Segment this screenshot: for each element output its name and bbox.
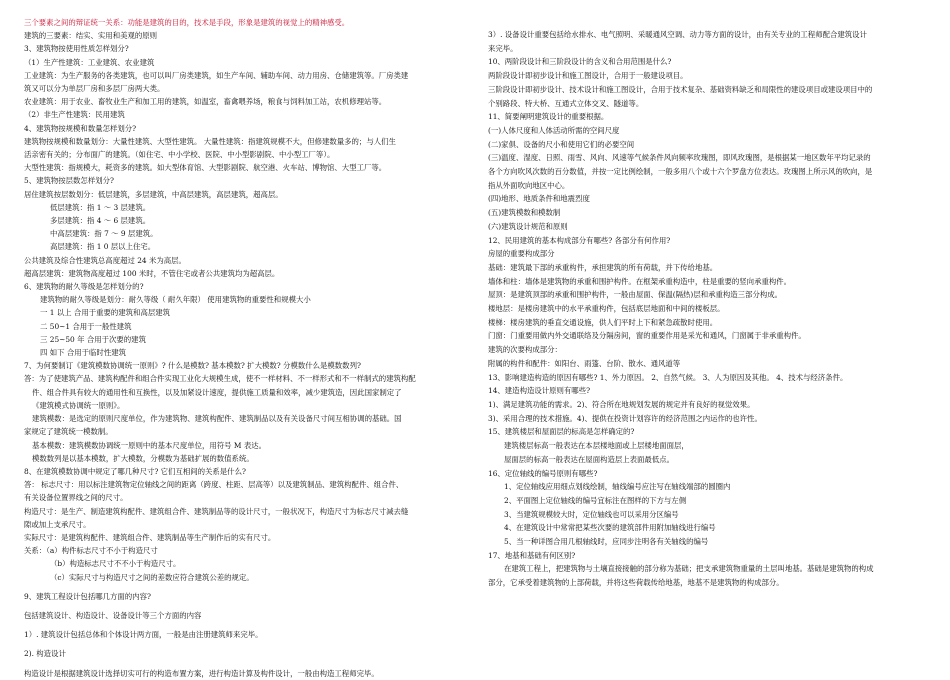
text-line: (一)人体尺度和人体活动所需的空间尺度 xyxy=(488,125,620,135)
text-line: 13、影响建造构造的原因有哪些? 1、外力原因。 2、自然气候。 3、人为原因及其他。 4、技术与经济条件。 xyxy=(488,372,848,382)
text-line: （c）实际尺寸与构造尺寸之间的差数应符合建筑公差的规定。 xyxy=(50,572,254,582)
text-line: 建筑的次要构成部分： xyxy=(488,345,562,355)
text-line: 关系：（a）构件标志尺寸不小于构造尺寸 xyxy=(24,546,158,556)
text-line: 模数数列是以基本模数，扩大模数，分模数为基础扩展的数值系统。 xyxy=(32,453,254,463)
text-line: 基础：建筑最下部的承重构件，承担建筑的所有荷载，并下传给地基。 xyxy=(488,262,718,272)
text-line: 《建筑模式协调统一原则》。 xyxy=(32,400,125,410)
text-line: 楼梯：楼房建筑的垂直交通设施，供人们平时上下和紧急疏散时使用。 xyxy=(488,317,718,327)
text-line: 各个方向吹风次数的百分数值，并按一定比例绘制，一般多用八个或十六个罗盘方位表达。玫瑰图上所示风的吹向，是 xyxy=(488,167,873,177)
text-line: 8、在建筑模数协调中规定了哪几种尺寸? 它们互相间的关系是什么? xyxy=(24,466,246,476)
text-line: 三 25~50 年 合用于次要的建筑 xyxy=(40,334,146,344)
text-line: 3）. 设备设计重要包括给水排水、电气照明、采暖通风空调、动力等方面的设计，由有关专业的工程师配合建筑设计 xyxy=(488,30,867,39)
text-line: 14、建造构造设计原则有哪些? xyxy=(488,386,591,396)
text-line: 超高层建筑：建筑物高度超过 100 米时，不管住宅或者公共建筑均为超高层。 xyxy=(24,268,280,278)
text-line: 17、地基和基础有何区别? xyxy=(488,550,576,560)
text-line: 屋顶：是建筑顶部的承重和围护构件，一般由屋面、保温(隔热)层和承重构造三部分构成。 xyxy=(488,290,783,300)
text-line: 门窗：门重要用做内外交通联络及分隔房间，窗的重要作用是采光和通风，门窗属于非承重构件。 xyxy=(488,331,806,341)
text-line: 3、建筑物按使用性质怎样划分? xyxy=(24,44,129,54)
text-line: 一 1 以上 合用于重要的建筑和高层建筑 xyxy=(40,308,171,318)
text-line: 三阶段设计即初步设计、技术设计和施工图设计，合用于技术复杂、基础资料缺乏和局限性的建设项目或建设项目中的 xyxy=(488,84,873,94)
text-line: 11、简要阐明建筑设计的重要根据。 xyxy=(488,112,609,122)
text-line: 房屋的重要构成部分 xyxy=(488,249,555,259)
text-line: 工业建筑：为生产服务的各类建筑，也可以叫厂房类建筑，如生产车间、辅助车间、动力用房、仓储建筑等。厂房类建 xyxy=(24,70,409,80)
text-line: 建筑物按规模和数量划分：大量性建筑、大型性建筑。 大量性建筑：指建筑规模不大，但修建数量多的；与人们生 xyxy=(24,136,396,146)
text-line: 屋面层的标高一般表达在屋面构造层上表面最低点。 xyxy=(504,454,674,464)
text-line: 答：为了使建筑产品、建筑构配件和组合件实现工业化大规模生成，使不一样材料、不一样形式和不一样制式的建筑构配 xyxy=(24,374,416,384)
text-line: 活亲密有关的；分布面广的建筑。（如住宅、中小学校、医院、中小型影剧院、中小型工厂等）。 xyxy=(24,150,335,160)
text-line: 建筑物的耐久等级是划分：耐久等级（ 耐久年限） 使用建筑物的重要性和规模大小 xyxy=(40,295,311,305)
text-line: 件、组合件具有较大的通用性和互换性，以及加紧设计速度，提供施工质量和效率，减少建筑造，因此国家制定了 xyxy=(32,387,402,397)
text-line: 12、民用建筑的基本构成部分有哪些? 各部分有何作用? xyxy=(488,235,671,245)
text-line: 个别路段、特大桥、互通式立体交叉、隧道等。 xyxy=(488,98,644,108)
text-line: 5、建筑物按层数怎样划分? xyxy=(24,176,114,186)
text-line: (六)建筑设计规范和原则 xyxy=(488,221,568,231)
text-line: 1)、满足建筑功能的需求。2)、符合所在地规划发展的规定并有良好的视觉效果。 xyxy=(488,399,755,409)
text-line: 构造设计是根据建筑设计选择切实可行的构造布置方案，进行构造计算及构件设计，一般由构造工程师完毕。 xyxy=(24,668,379,678)
text-line: 筑又可以分为单层厂房和多层厂房两大类。 xyxy=(24,84,165,94)
text-line: 两阶段设计即初步设计和施工图设计，合用于一般建设项目。 xyxy=(488,71,688,81)
text-line: 16、定位轴线的编号原则有哪些? xyxy=(488,468,598,478)
text-line: 10、两阶段设计和三阶段设计的含义和合用范围是什么? xyxy=(488,57,672,67)
text-line: 家规定了建筑统一模数制。 xyxy=(24,427,113,437)
text-line: 7、为何要制订《建筑模数协调统一原则》? 什么是模数? 基本模数? 扩大模数? 分模数什么是模数数列? xyxy=(24,361,361,371)
text-line: 建筑模数：是选定的原则尺度单位，作为建筑物、建筑构配件、建筑制品以及有关设备尺寸间互相协调的基础。国 xyxy=(32,414,402,424)
text-line: 在建筑工程上，把建筑物与土壤直接接触的部分称为基础；把支承建筑物重量的土层叫地基。基础是建筑物的构成 xyxy=(504,564,874,574)
text-line: 四 如下 合用于临时性建筑 xyxy=(40,348,126,358)
text-line: 低层建筑：指 1 ～ 3 层建筑。 xyxy=(50,202,151,212)
text-line: 4、建筑物按规模和数量怎样划分? xyxy=(24,123,137,133)
text-line: (三)温度、湿度、日照、雨雪、风向、风速等气候条件风向频率玫瑰图，即风玫瑰图，是根据某一地区数年平均记录的 xyxy=(488,153,871,163)
text-line: 1、定位轴线应用细点划线绘制，轴线编号应注写在轴线端部的圆圈内 xyxy=(504,482,731,492)
text-line: 构造尺寸：是生产、制造建筑构配件、建筑组合件、建筑制品等的设计尺寸，一般状况下，构造尺寸为标志尺寸减去缝 xyxy=(24,506,409,516)
text-line: 9、建筑工程设计包括哪几方面的内容? xyxy=(24,591,151,601)
text-line: (二)家俱、设备的尺小和使用它们的必要空间 xyxy=(488,139,635,149)
text-line: 来完毕。 xyxy=(488,43,518,53)
text-line: 4、在建筑设计中常常把某些次要的建筑部件用附加轴线进行编号 xyxy=(504,523,716,533)
text-line: 2、平面图上定位轴线的编号宜标注在图样的下方与左侧 xyxy=(504,495,687,505)
text-line: 5、当一种详图合用几根轴线时，应同步注明各有关轴线的编号 xyxy=(504,537,709,547)
right-column xyxy=(488,28,928,590)
text-line: 1）. 建筑设计包括总体和个体设计两方面，一般是由注册建筑师来完毕。 xyxy=(24,630,263,640)
text-line: 答： 标志尺寸：用以标注建筑物定位轴线之间的距离（跨度、柱距、层高等）以及建筑制品、建筑构配件、组合件、 xyxy=(24,480,404,490)
text-line: （1）生产性建筑：工业建筑、农业建筑 xyxy=(24,57,155,67)
text-line: 二 50~1 合用于一般性建筑 xyxy=(40,321,132,331)
text-line: 多层建筑：指 4 ～ 6 层建筑。 xyxy=(50,216,151,226)
text-line: 公共建筑及综合性建筑总高度超过 24 米为高层。 xyxy=(24,255,186,265)
text-line: 农业建筑：用于农业、畜牧业生产和加工用的建筑，如温室，畜禽喂养场，粮食与饲料加工站，农机修理站等。 xyxy=(24,97,387,107)
text-line: 附属的构件和配件：如阳台、雨篷、台阶、散水、通风道等 xyxy=(488,358,681,368)
text-line: 包括建筑设计、构造设计、设备设计等三个方面的内容 xyxy=(24,610,202,620)
text-line: （2）非生产性建筑：民用建筑 xyxy=(24,110,125,120)
text-line: 15、建筑楼层和屋面层的标高是怎样确定的? xyxy=(488,427,635,437)
text-line: (四)地形、地质条件和地震烈度 xyxy=(488,194,590,204)
text-line: 三个要素之间的辩证统一关系：功能是建筑的目的，技术是手段，形象是建筑的视觉上的精神感受。 xyxy=(24,18,350,27)
text-line: 3、当建筑规模较大时，定位轴线也可以采用分区编号 xyxy=(504,509,679,519)
text-line: 建筑的三要素：结实、实用和美观的原则 xyxy=(24,31,158,41)
text-line: 墙体和柱：墙体是建筑物的承重和围护构件。在框架承重构造中，柱是重要的竖向承重构件。 xyxy=(488,276,792,286)
text-line: 居住建筑按层数划分：低层建筑，多层建筑，中高层建筑，高层建筑，超高层。 xyxy=(24,189,283,199)
text-line: 部分，它承受着建筑物的上部荷载，并将这些荷载传给地基，地基不是建筑物的构成部分。 xyxy=(488,578,784,588)
text-line: 楼地层：是楼房建筑中的水平承重构件，包括底层地面和中间的楼板层。 xyxy=(488,304,725,314)
text-line: 2). 构造设计 xyxy=(24,649,66,659)
text-line: 隙或加上支承尺寸。 xyxy=(24,519,91,529)
text-line: 有关设备位置界线之间的尺寸。 xyxy=(24,493,128,503)
text-line: 中高层建筑：指 7 ～ 9 层建筑。 xyxy=(50,229,158,239)
text-line: 高层建筑：指 1 0 层以上住宅。 xyxy=(50,242,156,252)
text-line: 实际尺寸：是建筑构配件、建筑组合件、建筑制品等生产制作后的实有尺寸。 xyxy=(24,532,276,542)
text-line: 大型性建筑：指规模大，耗资多的建筑。如大型体育馆、大型影剧院、航空港、火车站、博物馆、大型工厂等。 xyxy=(24,163,387,173)
text-line: 基本模数：建筑模数协调统一原则中的基本尺度单位，用符号 M 表达。 xyxy=(32,440,266,450)
text-line: 3)、采用合理的技术措施。4)、提供在投资计划容许的经济范围之内运作的也许性。 xyxy=(488,413,762,423)
left-column xyxy=(24,16,468,680)
text-line: 建筑楼层标高一般表达在本层楼地面或上层楼地面面层， xyxy=(504,441,689,451)
text-line: 指从外面吹向地区中心。 xyxy=(488,180,570,190)
text-line: 6、建筑物的耐久等级是怎样划分的? xyxy=(24,282,144,292)
text-line: （b）构造标志尺寸不不小于构造尺寸。 xyxy=(50,559,181,569)
text-line: (五)建筑模数和模数制 xyxy=(488,208,561,218)
